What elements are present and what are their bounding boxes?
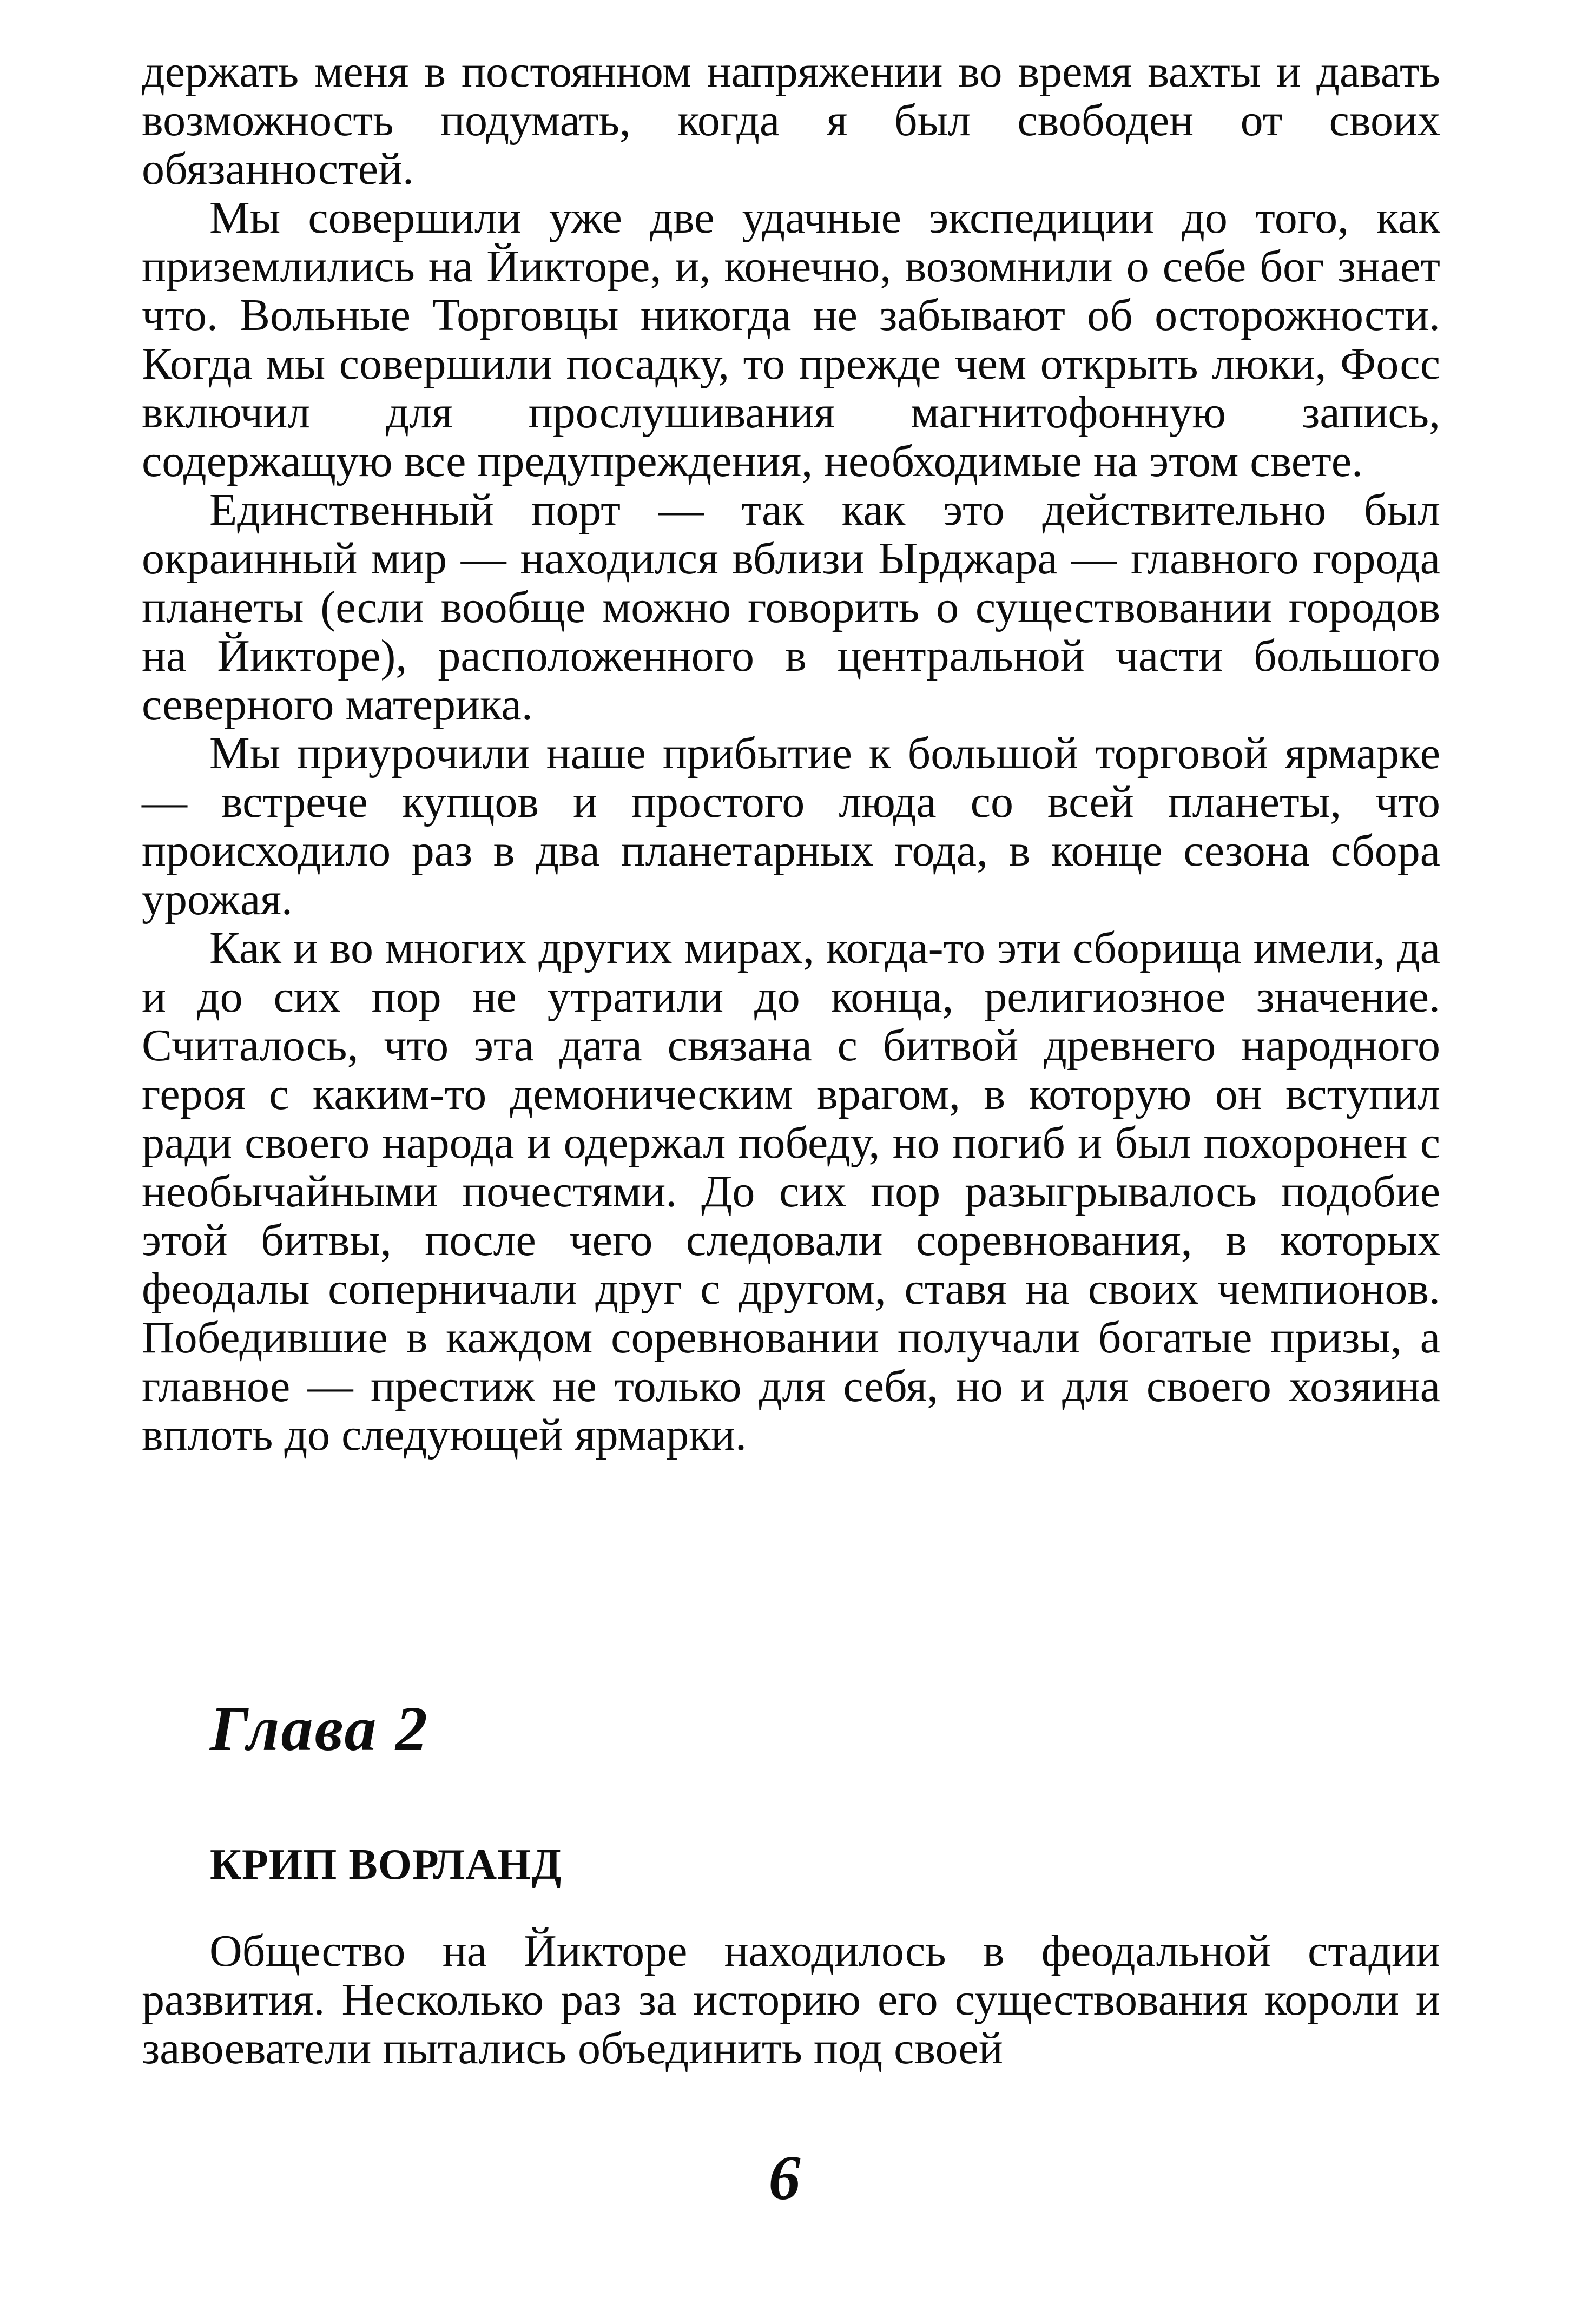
paragraph-5: Как и во многих других мирах, когда-то эти сборища имели, да и до сих пор не утратили до конца, религиозное значение. Считалось, что эта дата связана с битвой древнего народного героя с каким-то демоническим врагом, в которую он вступил ради своего народа и одержал победу, но погиб и был похоронен с необычайными почестями. До сих пор разыгрывалось подобие этой битвы, после чего следовали соревнования, в которых феодалы соперничали друг с другом, ставя на своих чемпионов. Победившие в каждом соревновании получали богатые призы, а главное — престиж не только для себя, но и для своего хозяина вплоть до следующей ярмарки. (142, 923, 1440, 1460)
paragraph-2: Мы совершили уже две удачные экспедиции до того, как приземлились на Йикторе, и, конечно, возомнили о себе бог знает что. Вольные Торговцы никогда не забывают об осторожности. Когда мы совершили посадку, то прежде чем открыть люки, Фосс включил для прослушивания магнитофонную запись, содержащую все предупреждения, необходимые на этом свете. (142, 193, 1440, 486)
paragraph-4: Мы приурочили наше прибытие к большой торговой ярмарке — встрече купцов и простого люда со всей планеты, что происходило раз в два планетарных года, в конце сезона сбора урожая. (142, 728, 1440, 925)
paragraph-3: Единственный порт — так как это действительно был окраинный мир — находился вблизи Ырджара — главного города планеты (если вообще можно говорить о существовании городов на Йикторе), расположенного в центральной части большого северного материка. (142, 485, 1440, 730)
chapter-number: Глава 2 (210, 1693, 429, 1764)
chapter-title: КРИП ВОРЛАНД (210, 1841, 562, 1889)
chapter-body (142, 1927, 1440, 2073)
body-text (142, 48, 1440, 1460)
chapter-paragraph-1: Общество на Йикторе находилось в феодальной стадии развития. Несколько раз за историю его существования короли и завоеватели пытались объединить под своей (142, 1926, 1440, 2074)
paragraph-1: держать меня в постоянном напряжении во время вахты и давать возможность подумать, когда я был свободен от своих обязанностей. (142, 47, 1440, 194)
page-number: 6 (768, 2142, 801, 2213)
